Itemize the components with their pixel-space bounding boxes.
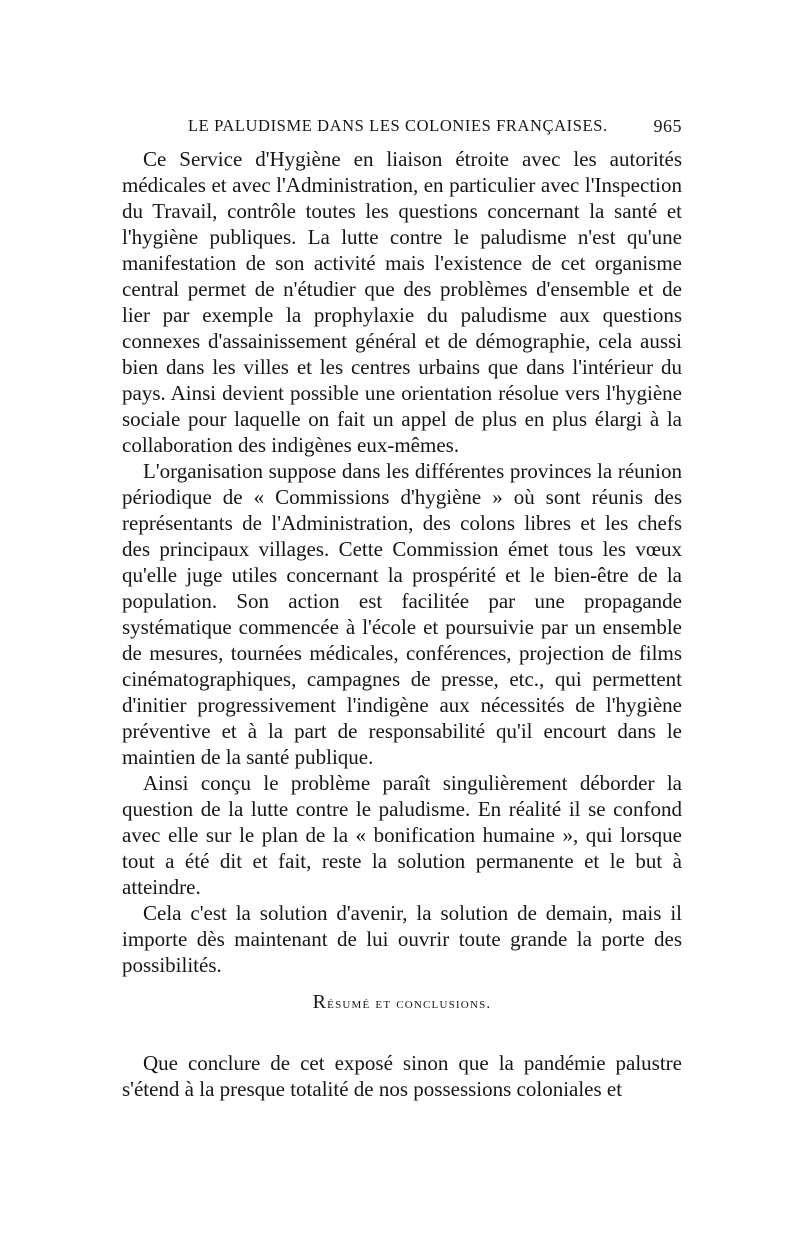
paragraph-problem-scope: Ainsi conçu le problème paraît singulièrement déborder la question de la lutte contre le paludisme. En réalité il se confond avec elle sur le plan de la « bonification humaine », qui lorsque tout a été dit et fait, reste la solution permanente et le but à atteindre. (122, 771, 682, 899)
paragraph-organisation: L'organisation suppose dans les différentes provinces la réunion périodique de « Commissions d'hygiène » où sont réunis des représentants de l'Administration, des colons libres et les chefs des principaux villages. Cette Commission émet tous les vœux qu'elle juge utiles concernant la prospérité et le bien-être de la population. Son action est facilitée par une propagande systématique commencée à l'école et poursuivie par un ensemble de mesures, tournées médicales, conférences, projection de films cinématographiques, campagnes de presse, etc., qui permettent d'initier progressivement l'indigène aux nécessités de l'hygiène préventive et à la part de responsabilité qu'il encourt dans le maintien de la santé publique. (122, 459, 682, 769)
section-heading-text: ésumé et conclusions. (327, 996, 492, 1012)
section-heading-initial: R (312, 991, 328, 1013)
paragraph-hygiene-service: Ce Service d'Hygiène en liaison étroite avec les autorités médicales et avec l'Administration, en particulier avec l'Inspection du Travail, contrôle toutes les questions concernant la santé et l'hygiène publiques. La lutte contre le paludisme n'est qu'une manifestation de son activité mais l'existence de cet organisme central permet de n'étudier que des problèmes d'ensemble et de lier par exemple la prophylaxie du paludisme aux questions connexes d'assainissement général et de démographie, cela aussi bien dans les villes et les centres urbains que dans l'intérieur du pays. Ainsi devient possible une orientation résolue vers l'hygiène sociale pour laquelle on fait un appel de plus en plus élargi à la collaboration des indigènes eux-mêmes. (122, 147, 682, 457)
running-title: LE PALUDISME DANS LES COLONIES FRANÇAISES. (188, 116, 608, 135)
book-page (122, 116, 682, 1102)
section-heading (122, 992, 682, 1014)
running-head (122, 116, 682, 144)
paragraph-conclusion: Que conclure de cet exposé sinon que la pandémie palustre s'étend à la presque totalité de nos possessions coloniales et (122, 1051, 682, 1101)
page-number: 965 (653, 116, 682, 136)
paragraph-future-solution: Cela c'est la solution d'avenir, la solution de demain, mais il importe dès maintenant de lui ouvrir toute grande la porte des possibilités. (122, 901, 682, 977)
